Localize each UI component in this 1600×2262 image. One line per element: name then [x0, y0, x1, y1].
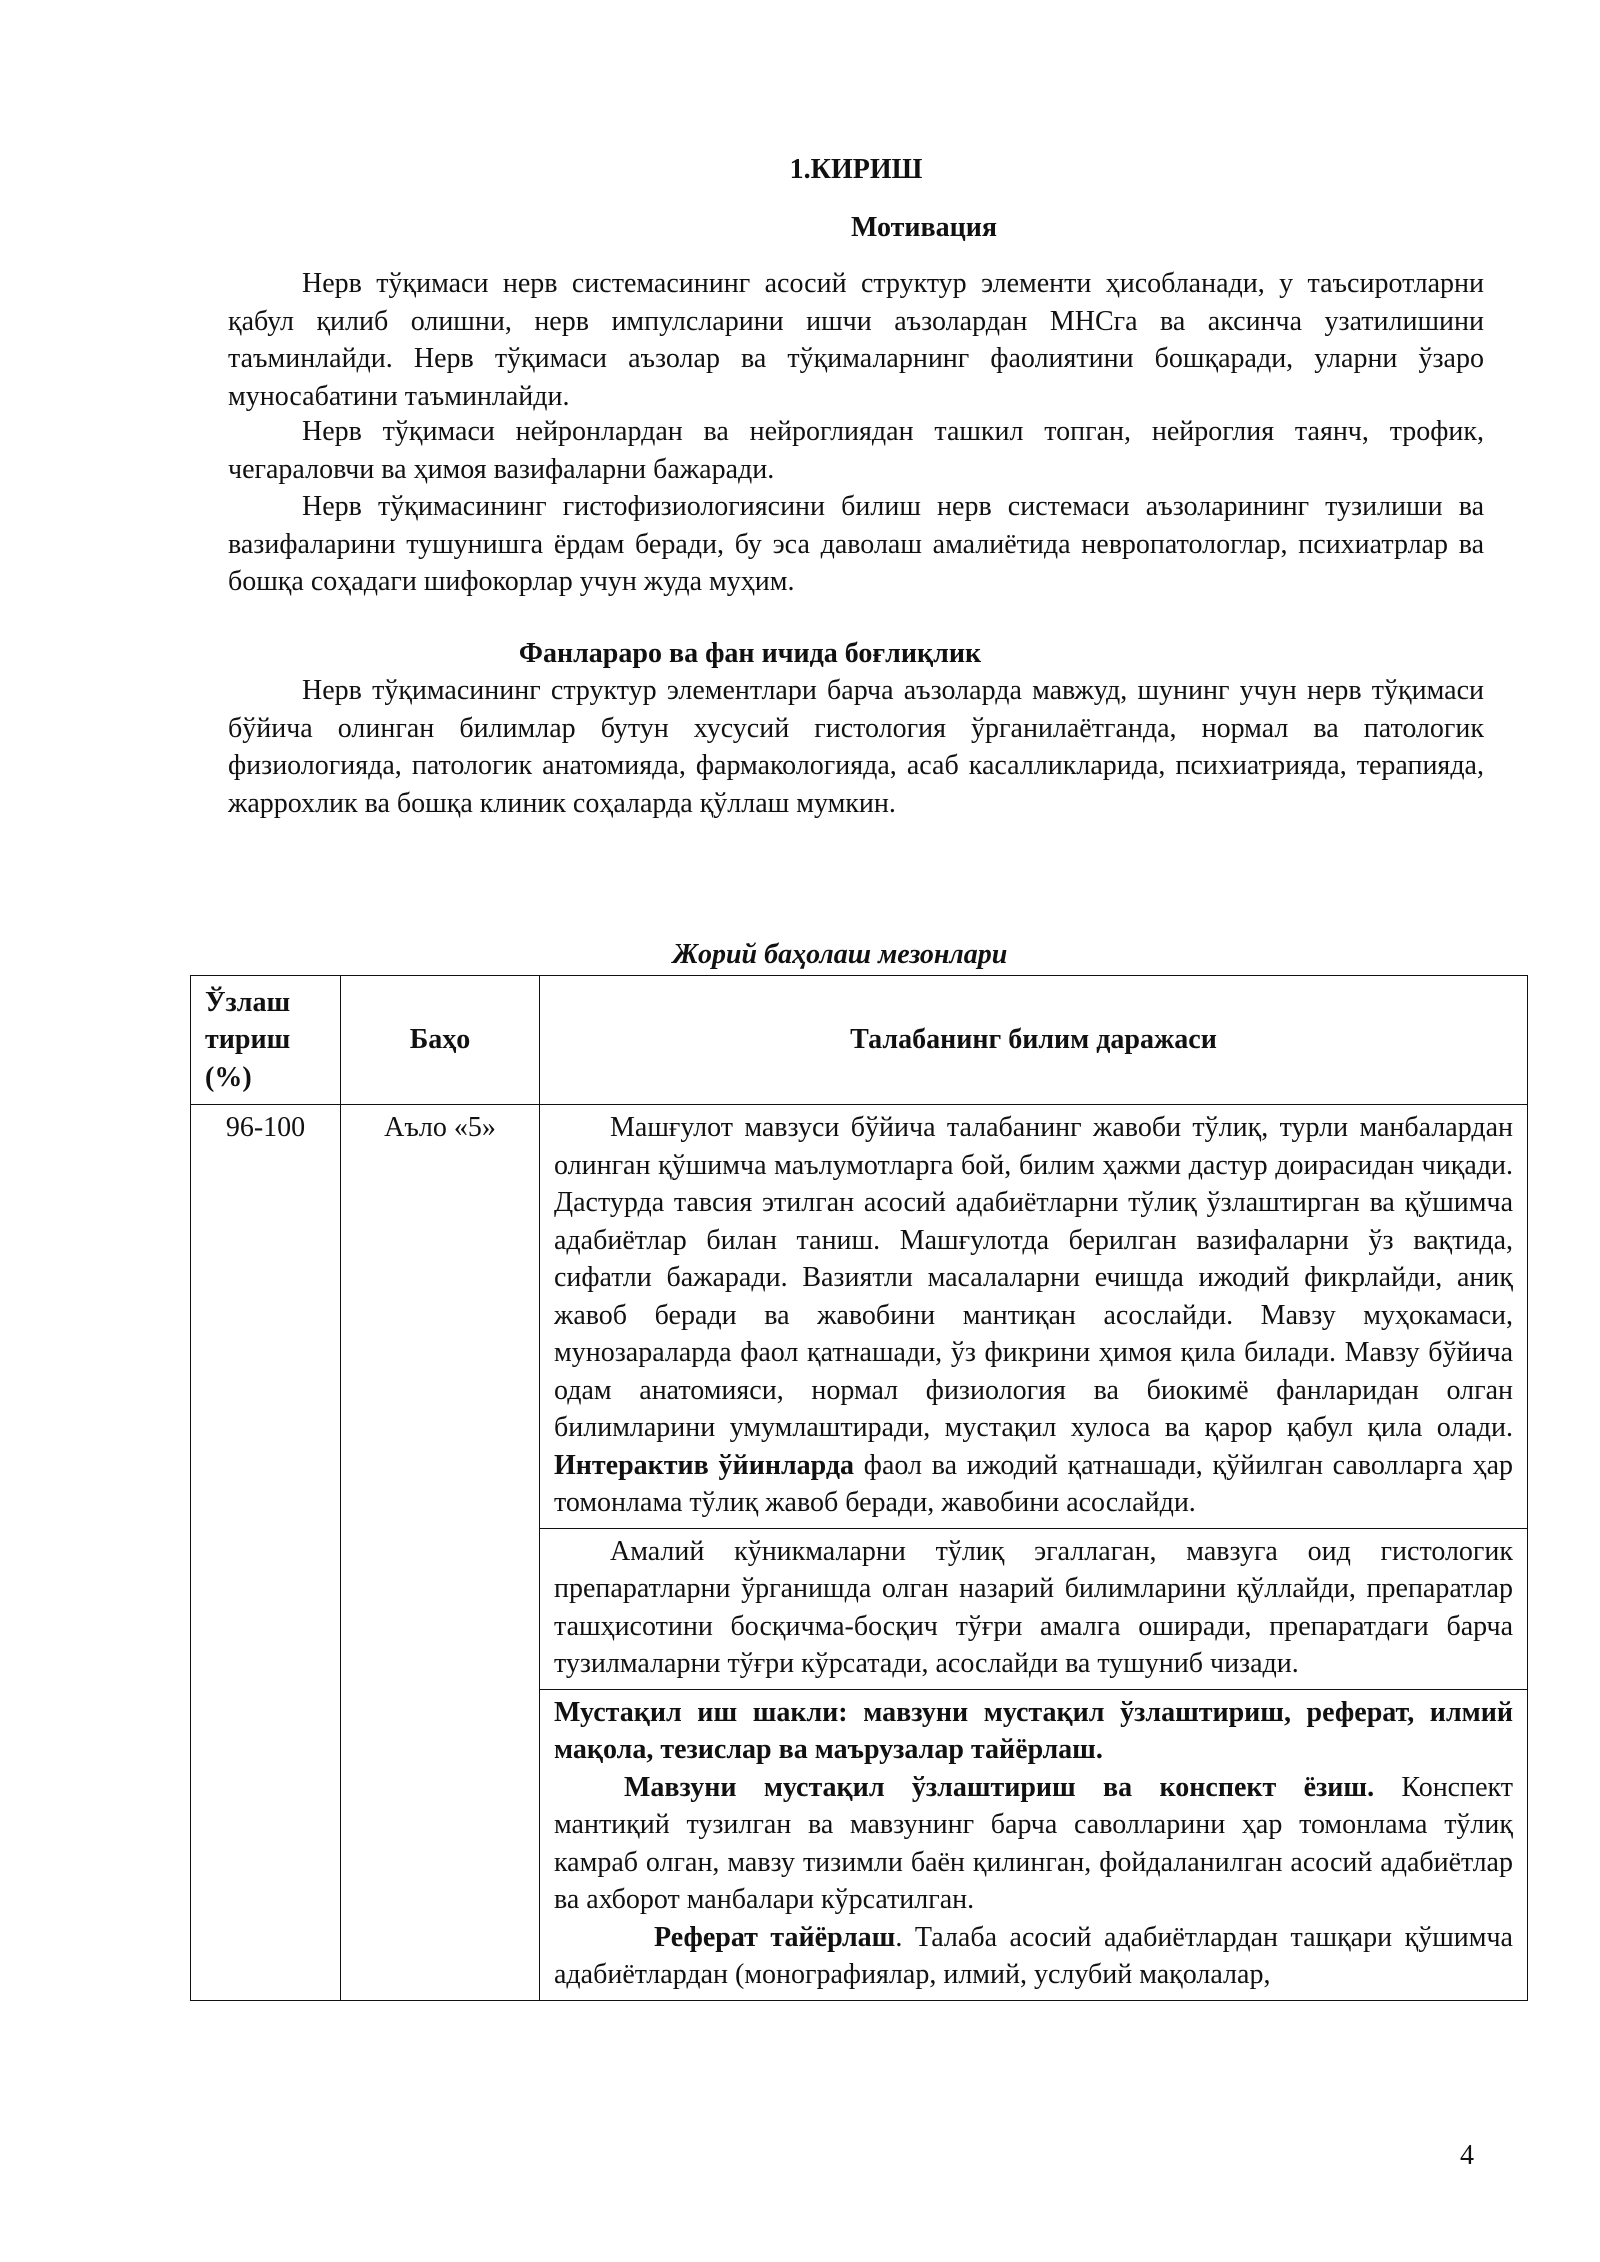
independent-work-title — [554, 1694, 1513, 1769]
page-number: 4 — [1460, 2140, 1474, 2171]
description-paragraph — [554, 1769, 1513, 1919]
grading-criteria-table — [190, 975, 1528, 2001]
cell-description-theory — [540, 1105, 1528, 1529]
description-emphasis: Мавзуни мустақил ўзлаштириш ва конспект ёзиш. — [624, 1771, 1375, 1803]
chapter-heading: 1.КИРИШ — [789, 154, 923, 185]
description-emphasis: Реферат тайёрлаш — [654, 1921, 896, 1953]
header-knowledge-level: Талабанинг билим даражаси — [540, 976, 1528, 1105]
interdisciplinary-paragraph: Нерв тўқимасининг структур элементлари барча аъзоларда мавжуд, шунинг учун нерв тўқимаси бўйича олинган билимлар бутун хусусий гистология ўрганилаётганда, нормал ва патологик физиологияда, патологик анатомияда, фармакологияда, асаб касалликларида, психиатрияда, терапияда, жаррохлик ва бошқа клиник соҳаларда қўллаш мумкин. — [228, 675, 1484, 819]
cell-percent: 96-100 — [191, 1105, 341, 2001]
description-text: Машғулот мавзуси бўйича талабанинг жавоби тўлиқ, турли манбалардан олинган қўшимча маълумотларга бой, билим ҳажми дастур доирасидан чиқади. Дастурда тавсия этилган асосий адабиётларни тўлиқ ўзлаштирган ва қўшимча адабиётлар билан таниш. Машғулотда берилган вазифаларни ўз вақтида, сифатли бажаради. Вазиятли масалаларни ечишда ижодий фикрлайди, аниқ жавоб беради ва жавобини мантиқан асослайди. Мавзу муҳокамаси, мунозараларда фаол қатнашади, ўз фикрини ҳимоя қила билади. Мавзу бўйича одам анатомияси, нормал физиология ва биокимё фанларидан олган билимларини умумлаштиради, мустақил хулоса ва қарор қабул қила олади. — [554, 1112, 1513, 1443]
table-row — [191, 1105, 1528, 1529]
header-mastery-percent: Ўзлаш тириш (%) — [191, 976, 341, 1105]
interdisciplinary-title: Фанлараро ва фан ичида боғлиқлик — [518, 638, 982, 669]
description-paragraph — [554, 1919, 1513, 1994]
description-paragraph: Амалий кўникмаларни тўлиқ эгаллаган, мавзуга оид гистологик препаратларни ўрганишда олган назарий билимларини қўллайди, препаратлар ташҳисотини босқичма-босқич тўғри амалга оширади, препаратдаги барча тузилмаларни тўғри кўрсатади, асослайди ва тушуниб чизади. — [554, 1535, 1513, 1679]
cell-grade: Аъло «5» — [341, 1105, 540, 2001]
description-text: фаол ва ижодий қатнашади, қўйилган саволларга ҳар томонлама тўлиқ жавоб беради, жавобини асослайди. — [554, 1449, 1514, 1518]
cell-description-independent-work — [540, 1689, 1528, 2000]
table-header-row — [191, 976, 1528, 1105]
header-grade: Баҳо — [341, 976, 540, 1105]
description-text: . Талаба асосий адабиётлардан ташқари қўшимча адабиётлардан (монографиялар, илмий, услубий мақолалар, — [554, 1921, 1513, 1990]
motivation-paragraph: Нерв тўқимасининг гистофизиологиясини билиш нерв системаси аъзоларининг тузилиши ва вазифаларини тушунишга ёрдам беради, бу эса даволаш амалиётида невропатологлар, психиатрлар ва бошқа соҳадаги шифокорлар учун жуда муҳим. — [228, 491, 1484, 597]
motivation-paragraph: Нерв тўқимаси нейронлардан ва нейроглиядан ташкил топган, нейроглия таянч, трофик, чегараловчи ва ҳимоя вазифаларни бажаради. — [228, 416, 1484, 485]
description-text: Конспект мантиқий тузилган ва мавзунинг барча саволларини ҳар томонлама тўлиқ камраб олган, мавзу тизимли баён қилинган, фойдаланилган асосий адабиётлар ва ахборот манбалари кўрсатилган. — [554, 1771, 1513, 1915]
motivation-title: Мотивация — [850, 212, 998, 243]
motivation-paragraph: Нерв тўқимаси нерв системасининг асосий структур элементи ҳисобланади, у таъсиротларни қабул қилиб олишни, нерв импулсларини ишчи аъзолардан МНСга ва аксинча узатилишини таъминлайди. Нерв тўқимаси аъзолар ва тўқималарнинг фаолиятини бошқаради, уларни ўзаро муносабатини таъминлайди. — [228, 268, 1484, 412]
description-emphasis: Интерактив ўйинларда — [554, 1449, 855, 1481]
independent-work-title-text: Мустақил иш шакли: мавзуни мустақил ўзлаштириш, реферат, илмий мақола, тезислар ва маърузалар тайёрлаш. — [554, 1696, 1513, 1765]
cell-description-practical — [540, 1528, 1528, 1689]
description-paragraph — [554, 1109, 1513, 1522]
table-caption: Жорий баҳолаш мезонлари — [672, 939, 1008, 970]
